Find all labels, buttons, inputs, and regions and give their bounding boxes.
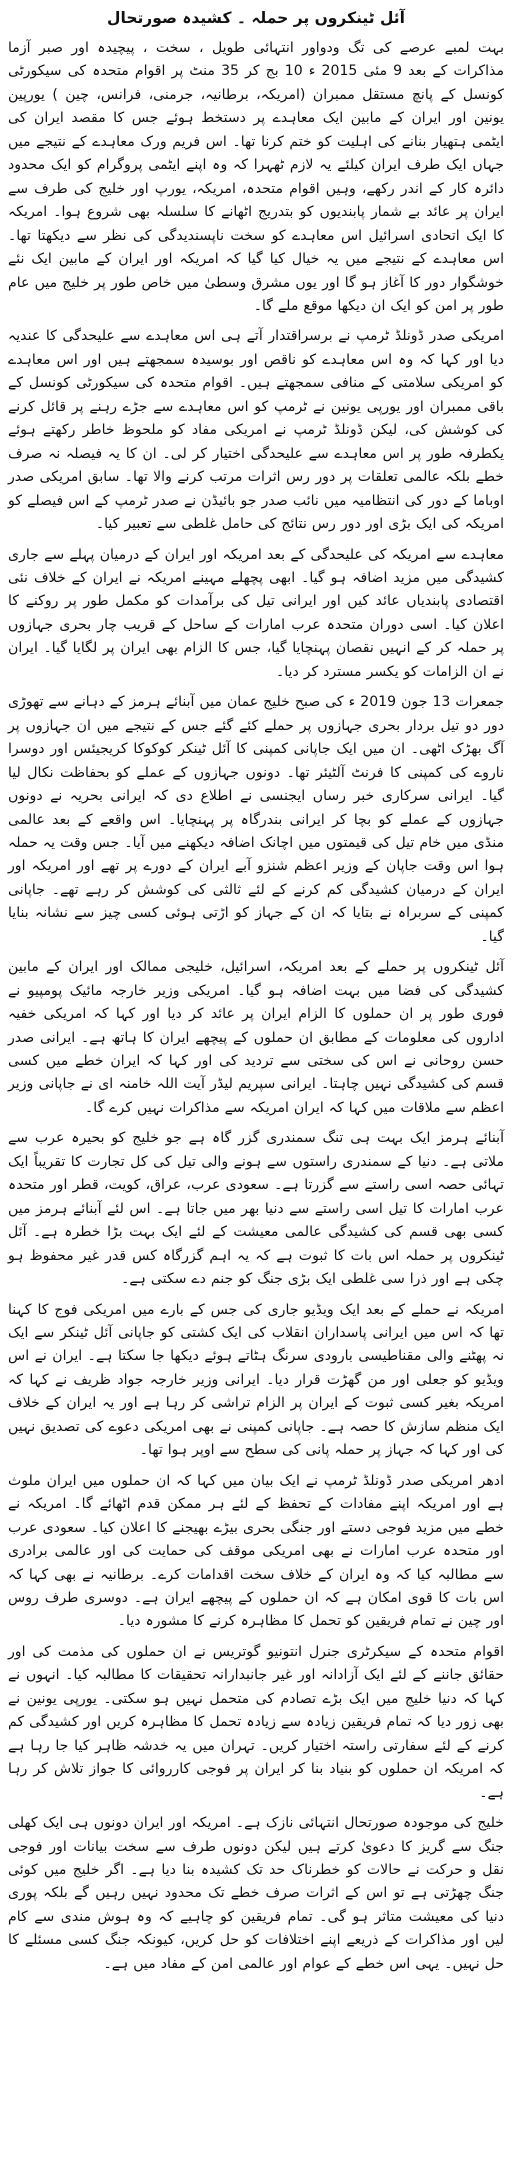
paragraph-2: امریکی صدر ڈونلڈ ٹرمپ نے برسراقتدار آتے ہی اس معاہدے سے علیحدگی کا عندیہ دیا اور کہا کہ وہ اس معاہدے کو ناقص اور بوسیدہ سمجھتے ہیں اور اس معاہدے کو امریکی سلامتی کے منافی سمجھتے ہیں۔ اقوام متحدہ کی سیکورٹی کونسل کے باقی ممبران اور یورپی یونین نے ٹرمپ کو اس معاہدے سے جڑے رہنے پر قائل کرنے کی کوشش کی، لیکن ڈونلڈ ٹرمپ نے امریکی مفاد کو ملحوظ خاطر رکھتے ہوئے یکطرفہ طور پر اس معاہدے سے علیحدگی اختیار کر لی۔ ان کا یہ فیصلہ نہ صرف خطے بلکہ عالمی تعلقات پر دور رس اثرات مرتب کرنے والا تھا۔ سابق امریکی صدر اوباما کے دور کی انتظامیہ میں نائب صدر جو بائیڈن نے صدر ٹرمپ کے اس فیصلے کو امریکہ کی ایک بڑی اور دور رس نتائج کی حامل غلطی سے تعبیر کیا۔ [8,328,504,533]
paragraph-5: آئل ٹینکروں پر حملے کے بعد امریکہ، اسرائیل، خلیجی ممالک اور ایران کے مابین کشیدگی کی فضا میں بہت اضافہ ہو گیا۔ امریکی وزیر خارجہ مائیک پومپیو نے فوری طور پر ان حملوں کا الزام ایران پر عائد کر دیا اور کہا کہ امریکی خفیہ اداروں کی معلومات کے مطابق ان حملوں کے پیچھے ایران کا ہاتھ ہے۔ ایرانی صدر حسن روحانی نے اس کی سختی سے تردید کی اور کہا کہ ایران خطے میں کسی قسم کی کشیدگی نہیں چاہتا۔ ایرانی سپریم لیڈر آیت اللہ خامنہ ای نے جاپانی وزیر اعظم سے ملاقات میں کہا کہ ایران امریکہ سے مذاکرات نہیں کرے گا۔ [8,959,504,1116]
paragraph-4: جمعرات 13 جون 2019 ء کی صبح خلیج عمان میں آبنائے ہرمز کے دہانے سے تھوڑی دور دو تیل بردار بحری جہازوں پر حملے کئے گئے جس کے نتیجے میں ان جہازوں پر آگ بھڑک اٹھی۔ ان میں ایک جاپانی کمپنی کا آئل ٹینکر کوکوکا کریجیئس اور دوسرا ناروے کی کمپنی کا فرنٹ آلٹیئر تھا۔ دونوں جہازوں کے عملے کو بحفاظت نکال لیا گیا۔ ایرانی سرکاری خبر رساں ایجنسی نے اطلاع دی کہ ایرانی بحریہ نے دونوں جہازوں کے عملے کو بچا کر ایرانی بندرگاہ پر پہنچایا۔ اس واقعے کے بعد عالمی منڈی میں خام تیل کی قیمتوں میں اچانک اضافہ دیکھنے میں آیا۔ جس وقت یہ حملہ ہوا اس وقت جاپان کے وزیر اعظم شنزو آبے ایران کے دورے پر تھے اور امریکہ اور ایران کے درمیان کشیدگی کم کرنے کے لئے ثالثی کی کوشش کر رہے تھے۔ جاپانی کمپنی کے سربراہ نے بتایا کہ ان کے جہاز کو اڑتی ہوئی کسی چیز سے نشانہ بنایا گیا۔ [8,694,504,945]
paragraph-1: بہت لمبے عرصے کی تگ ودواور انتہائی طویل ، سخت ، پیچیدہ اور صبر آزما مذاکرات کے بعد 9 مئی 2015 ء 10 بج کر 35 منٹ پر اقوام متحدہ کی سیکورٹی کونسل کے پانچ مستقل ممبران (امریکہ، برطانیہ، جرمنی، فرانس، چین ) یورپین یونین اور ایران کے مابین ایک معاہدے پر دستخط ہوئے جس کا مقصد ایران کی ایٹمی ہتھیار بنانے کی اہلیت کو ختم کرنا تھا۔ اس فریم ورک معاہدے کے نتیجے میں جہاں ایک طرف ایران کیلئے یہ لازم ٹھہرا کہ وہ اپنے ایٹمی پروگرام کو ایک محدود دائرہ کار کے اندر رکھے، وہیں اقوام متحدہ، امریکہ، یورپ اور خلیج کی طرف سے ایران پر عائد بے شمار پابندیوں کو بتدریج اٹھانے کا سلسلہ بھی شروع ہوا۔ امریکہ کا ایک اتحادی اسرائیل اس معاہدے کو سخت ناپسندیدگی کی نظر سے دیکھتا تھا۔ اس معاہدے کے نتیجے میں یہ خیال کیا گیا کہ امریکہ اور ایران کے مابین ایک نئے خوشگوار دور کا آغاز ہو گا اور یوں مشرق وسطیٰ میں خاص طور پر خلیج میں عام طور پر امن کو ایک ان دیکھا موقع ملے گا۔ [8,40,504,314]
paragraph-10: خلیج کی موجودہ صورتحال انتہائی نازک ہے۔ امریکہ اور ایران دونوں ہی ایک کھلی جنگ سے گریز کا دعویٰ کرتے ہیں لیکن دونوں طرف سے سخت بیانات اور فوجی نقل و حرکت نے حالات کو خطرناک حد تک کشیدہ بنا دیا ہے۔ اگر خلیج میں کوئی جنگ چھڑتی ہے تو اس کے اثرات صرف خطے تک محدود نہیں رہیں گے بلکہ پوری دنیا کی معیشت متاثر ہو گی۔ تمام فریقین کو چاہیے کہ وہ ہوش مندی سے کام لیں اور مذاکرات کے ذریعے اپنے اختلافات کو حل کریں، کیونکہ جنگ کسی مسئلے کا حل نہیں۔ یہی اس خطے کے عوام اور عالمی امن کے مفاد میں ہے۔ [8,1815,504,1972]
article-title: آئل ٹینکروں پر حملہ ۔ کشیدہ صورتحال [107,9,405,27]
paragraph-6: آبنائے ہرمز ایک بہت ہی تنگ سمندری گزر گاہ ہے جو خلیج کو بحیرہ عرب سے ملاتی ہے۔ دنیا کے سمندری راستوں سے ہونے والی تیل کی کل تجارت کا تقریباً ایک تہائی حصہ اسی راستے سے گزرتا ہے۔ سعودی عرب، عراق، کویت، قطر اور متحدہ عرب امارات کا تیل اسی راستے سے دنیا بھر میں جاتا ہے۔ اس لئے آبنائے ہرمز میں کسی بھی قسم کی کشیدگی عالمی معیشت کے لئے ایک بہت بڑا خطرہ ہے۔ آئل ٹینکروں پر حملہ اس بات کا ثبوت ہے کہ یہ اہم گزرگاہ کس قدر غیر محفوظ ہو چکی ہے اور ذرا سی غلطی ایک بڑی جنگ کو جنم دے سکتی ہے۔ [8,1130,504,1288]
paragraph-9: اقوام متحدہ کے سیکرٹری جنرل انتونیو گوتریس نے ان حملوں کی مذمت کی اور حقائق جاننے کے لئے ایک آزادانہ اور غیر جانبدارانہ تحقیقات کا مطالبہ کیا۔ انہوں نے کہا کہ دنیا خلیج میں ایک بڑے تصادم کی متحمل نہیں ہو سکتی۔ یورپی یونین نے بھی زور دیا کہ تمام فریقین زیادہ سے زیادہ تحمل کا مظاہرہ کریں اور کشیدگی کم کرنے کے لئے سفارتی راستہ اختیار کریں۔ تہران میں یہ خدشہ ظاہر کیا جا رہا ہے کہ امریکہ ان حملوں کو بنیاد بنا کر ایران پر فوجی کارروائی کا جواز تلاش کر رہا ہے۔ [8,1643,504,1801]
paragraph-3: معاہدے سے امریکہ کی علیحدگی کے بعد امریکہ اور ایران کے درمیان پہلے سے جاری کشیدگی میں مزید اضافہ ہو گیا۔ ابھی پچھلے مہینے امریکہ نے ایران کے خلاف نئی اقتصادی پابندیاں عائد کیں اور ایرانی تیل کی برآمدات کو مکمل طور پر روکنے کا اعلان کیا۔ اسی دوران متحدہ عرب امارات کے ساحل کے قریب چار بحری جہازوں پر حملہ کر کے انہیں نقصان پہنچایا گیا، جس کا الزام بھی ایران پر لگایا گیا۔ ایران نے ان الزامات کو یکسر مسترد کر دیا۔ [8,546,504,680]
paragraph-7: امریکہ نے حملے کے بعد ایک ویڈیو جاری کی جس کے بارے میں امریکی فوج کا کہنا تھا کہ اس میں ایرانی پاسداران انقلاب کی ایک کشتی کو جاپانی آئل ٹینکر سے ایک نہ پھٹنے والی مقناطیسی بارودی سرنگ ہٹاتے ہوئے دیکھا جا سکتا ہے۔ ایران نے اس ویڈیو کو جعلی اور من گھڑت قرار دیا۔ ایرانی وزیر خارجہ جواد ظریف نے کہا کہ امریکہ بغیر کسی ثبوت کے ایران پر الزام تراشی کر رہا ہے اور یہ ایران کے خلاف ایک منظم سازش کا حصہ ہے۔ جاپانی کمپنی نے بھی امریکی دعوے کی تصدیق نہیں کی اور کہا کہ جہاز پر حملہ پانی کی سطح سے اوپر ہوا تھا۔ [8,1301,504,1459]
paragraph-8: ادھر امریکی صدر ڈونلڈ ٹرمپ نے ایک بیان میں کہا کہ ان حملوں میں ایران ملوث ہے اور امریکہ اپنے مفادات کے تحفظ کے لئے ہر ممکن قدم اٹھائے گا۔ امریکہ نے خطے میں مزید فوجی دستے اور جنگی بحری بیڑے بھیجنے کا اعلان کیا۔ سعودی عرب اور متحدہ عرب امارات نے بھی امریکی موقف کی حمایت کی اور عالمی برادری سے مطالبہ کیا کہ وہ ایران کے خلاف سخت اقدامات کرے۔ برطانیہ نے بھی کہا کہ اس بات کا قوی امکان ہے کہ ان حملوں کے پیچھے ایران ہے۔ دوسری طرف روس اور چین نے تمام فریقین کو تحمل کا مظاہرہ کرنے کا مشورہ دیا۔ [8,1472,504,1630]
